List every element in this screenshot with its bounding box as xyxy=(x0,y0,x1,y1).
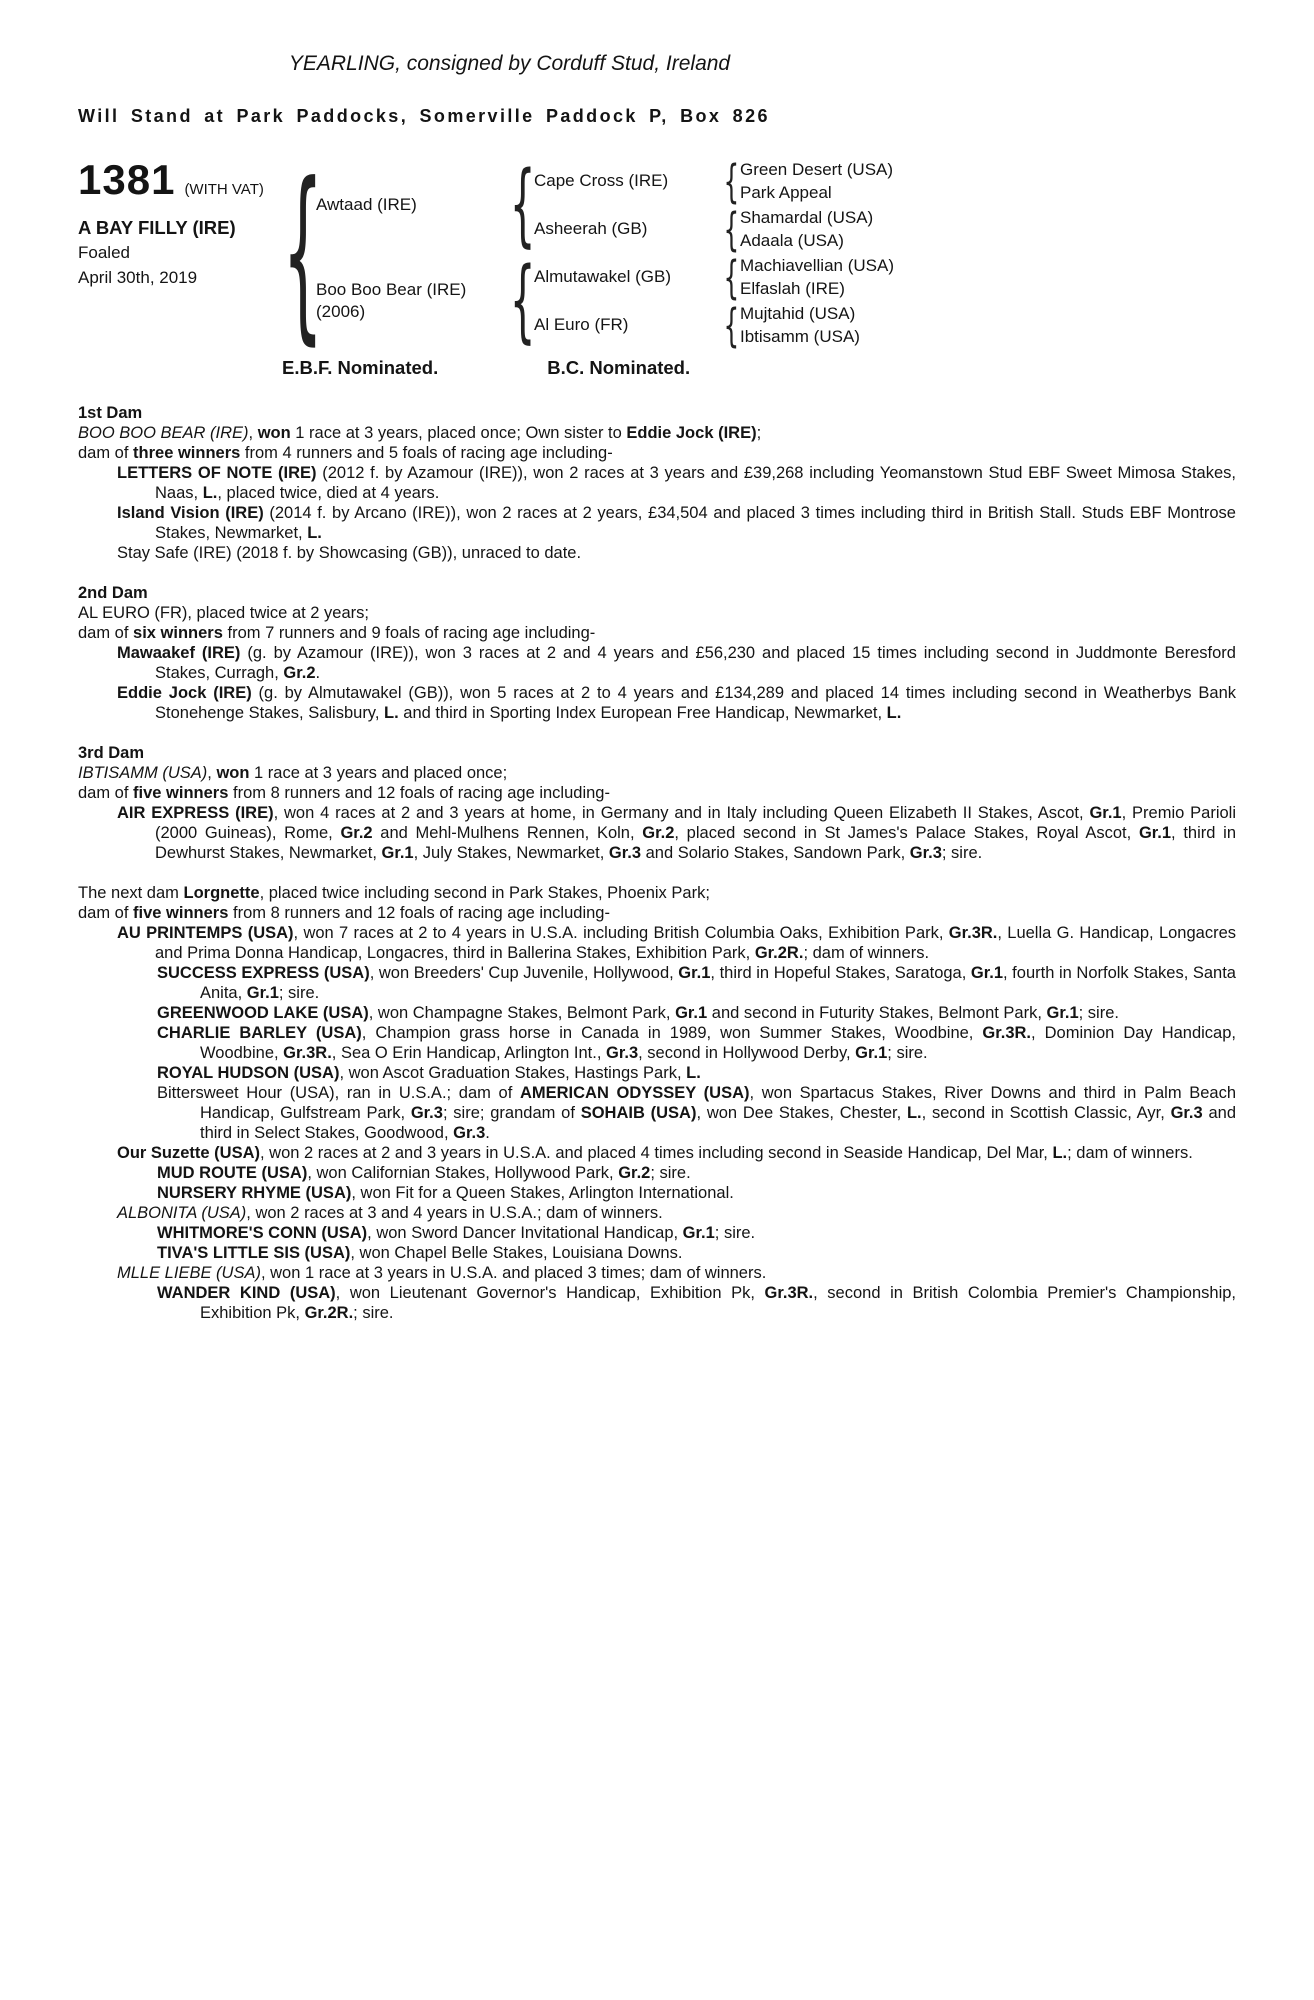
text-run: Gr.3R. xyxy=(764,1284,814,1302)
great-grandparents-column xyxy=(740,254,894,300)
pedigree-paragraph xyxy=(78,803,1236,863)
text-run: and third in Select Stakes, Goodwood, xyxy=(200,1104,1236,1142)
text-run: (2012 f. by Azamour (IRE)), won 2 races at 3 years and £39,268 including Yeomanstown Stud EBF Sweet Mimosa Stakes, Naas, xyxy=(155,464,1236,502)
pedigree-paragraph xyxy=(78,1003,1236,1023)
text-run: Gr.3 xyxy=(453,1124,486,1142)
text-run: , third in Dewhurst Stakes, Newmarket, xyxy=(155,824,1236,862)
text-run: . xyxy=(485,1124,490,1142)
dam-parents-column xyxy=(534,250,894,352)
text-run: , Sea O Erin Handicap, Arlington Int., xyxy=(331,1044,607,1062)
pedigree-paragraph xyxy=(78,763,1236,783)
text-run: MLLE LIEBE (USA) xyxy=(117,1264,261,1282)
text-run: 1 race at 3 years, placed once; Own sister to xyxy=(290,424,627,442)
text-run: Gr.2R. xyxy=(754,944,804,962)
text-run: Gr.1 xyxy=(1046,1004,1079,1022)
text-run: WHITMORE'S CONN (USA) xyxy=(157,1224,368,1242)
text-run: , Premio Parioli (2000 Guineas), Rome, xyxy=(155,804,1236,842)
pedigree-paragraph xyxy=(78,783,1236,803)
great-grandparent-name: Adaala (USA) xyxy=(740,231,844,250)
text-run: dam of xyxy=(78,444,134,462)
text-run: Gr.1 xyxy=(246,984,279,1002)
dam-section xyxy=(78,883,1236,1323)
grandsire-row xyxy=(534,154,894,208)
text-run: , Luella G. Handicap, Longacres and Prima Donna Handicap, Longacres, third in Ballerina Stakes, Exhibition Park, xyxy=(155,924,1237,962)
dam-section xyxy=(78,583,1236,723)
text-run: , won 2 races at 2 and 3 years in U.S.A. and placed 4 times including second in Seaside Handicap, Del Mar, xyxy=(260,1144,1053,1162)
text-run: AMERICAN ODYSSEY (USA) xyxy=(519,1084,750,1102)
text-run: ; sire. xyxy=(278,984,320,1002)
text-run: LETTERS OF NOTE (IRE) xyxy=(117,464,317,482)
text-run: won xyxy=(257,424,291,442)
text-run: Lorgnette xyxy=(183,884,260,902)
dam-name: Boo Boo Bear (IRE) xyxy=(316,280,467,299)
pedigree-paragraph xyxy=(78,463,1236,503)
pedigree-paragraph xyxy=(78,963,1236,1003)
text-run: from 7 runners and 9 foals of racing age including- xyxy=(222,624,596,642)
text-run: Gr.1 xyxy=(675,1004,708,1022)
dam-section xyxy=(78,403,1236,563)
dam-cell xyxy=(316,279,512,323)
text-run: , xyxy=(248,424,258,442)
text-run: Gr.3 xyxy=(606,1044,639,1062)
text-run: Island Vision (IRE) xyxy=(117,504,264,522)
text-run: Our Suzette (USA) xyxy=(117,1144,261,1162)
foaled-date: April 30th, 2019 xyxy=(78,268,198,287)
granddam-name: Al Euro (FR) xyxy=(534,315,629,334)
grandsire-cell xyxy=(534,266,722,288)
text-run: , Champion grass horse in Canada in 1989, won Summer Stakes, Woodbine, xyxy=(361,1024,983,1042)
sire-brace: { xyxy=(510,152,536,257)
pedigree-paragraph xyxy=(78,1143,1236,1163)
text-run: , won Sword Dancer Invitational Handicap, xyxy=(367,1224,683,1242)
text-run: , won Breeders' Cup Juvenile, Hollywood, xyxy=(369,964,679,982)
text-run: , won Dee Stakes, Chester, xyxy=(696,1104,907,1122)
text-run: . xyxy=(315,664,321,682)
pedigree-paragraph xyxy=(78,1223,1236,1243)
text-run: 1 race at 3 years and placed once; xyxy=(249,764,508,782)
text-run: , won 1 race at 3 years in U.S.A. and placed 3 times; dam of winners. xyxy=(260,1264,767,1282)
consignor-title: YEARLING, consigned by Corduff Stud, Ireland xyxy=(288,52,731,75)
granddam-brace: { xyxy=(723,202,739,256)
text-run: (2014 f. by Arcano (IRE)), won 2 races at 2 years, £34,504 and placed 3 times including third in British Stall. Studs EBF Montrose Stakes, Newmarket, xyxy=(155,504,1236,542)
pedigree-paragraph xyxy=(78,423,1236,443)
great-grandparents-column xyxy=(740,206,873,252)
text-run: Gr.3R. xyxy=(982,1024,1032,1042)
generation-1-column xyxy=(316,152,894,353)
lot-number: 1381 xyxy=(78,156,176,203)
pedigree-paragraph xyxy=(78,683,1236,723)
text-run: , won Lieutenant Governor's Handicap, Exhibition Pk, xyxy=(335,1284,765,1302)
text-run: , xyxy=(207,764,217,782)
pedigree-paragraph xyxy=(78,1243,1236,1263)
dam-heading: 2nd Dam xyxy=(78,584,148,602)
stand-location: Will Stand at Park Paddocks, Somerville Paddock P, Box 826 xyxy=(78,106,770,126)
pedigree-paragraph xyxy=(78,883,1236,903)
text-run: Eddie Jock (IRE) xyxy=(626,424,757,442)
pedigree-paragraph xyxy=(78,1283,1236,1323)
text-run: dam of xyxy=(78,624,134,642)
text-run: from 4 runners and 5 foals of racing age including- xyxy=(240,444,613,462)
text-run: , second in Hollywood Derby, xyxy=(638,1044,856,1062)
text-run: Gr.1 xyxy=(970,964,1004,982)
pedigree-paragraph xyxy=(78,903,1236,923)
text-run: , Dominion Day Handicap, Woodbine, xyxy=(200,1024,1236,1062)
text-run: ; sire. xyxy=(650,1164,691,1182)
sire-cell xyxy=(316,194,512,216)
text-run: ; sire; grandam of xyxy=(442,1104,581,1122)
lot-number-row xyxy=(78,156,290,203)
text-run: , second in British Colombia Premier's Championship, Exhibition Pk, xyxy=(200,1284,1236,1322)
text-run: , placed twice, died at 4 years. xyxy=(217,484,440,502)
text-run: and second in Futurity Stakes, Belmont Park, xyxy=(707,1004,1047,1022)
text-run: ; dam of winners. xyxy=(803,944,930,962)
text-run: Gr.2 xyxy=(642,824,675,842)
text-run: Gr.2 xyxy=(340,824,373,842)
text-run: (g. by Azamour (IRE)), won 3 races at 2 and 4 years and £56,230 and placed 15 times including second in Juddmonte Beresford Stakes, Curragh, xyxy=(155,644,1236,682)
granddam-row xyxy=(534,298,894,352)
great-grandparent-name: Machiavellian (USA) xyxy=(740,256,894,275)
lot-info xyxy=(78,157,290,289)
pedigree-paragraph xyxy=(78,1083,1236,1143)
text-run: IBTISAMM (USA) xyxy=(78,764,208,782)
sire-parents-column xyxy=(534,154,894,256)
text-run: , placed second in St James's Palace Stakes, Royal Ascot, xyxy=(674,824,1139,842)
text-run: Gr.3R. xyxy=(948,924,998,942)
text-run: (g. by Almutawakel (GB)), won 5 races at 2 to 4 years and £134,289 and placed 14 times including second in Weatherbys Bank Stonehenge Stakes, Salisbury, xyxy=(155,684,1236,722)
great-grandparent-name: Mujtahid (USA) xyxy=(740,304,856,323)
text-run: SOHAIB (USA) xyxy=(580,1104,697,1122)
text-run: L. xyxy=(906,1104,922,1122)
text-run: , fourth in Norfolk Stakes, Santa Anita, xyxy=(200,964,1236,1002)
grandsire-name: Cape Cross (IRE) xyxy=(534,171,669,190)
pedigree-paragraph xyxy=(78,543,1236,563)
text-run: ; xyxy=(756,424,762,442)
pedigree-paragraph xyxy=(78,923,1236,963)
text-run: Gr.1 xyxy=(1138,824,1172,842)
text-run: MUD ROUTE (USA) xyxy=(157,1164,308,1182)
great-grandparent-name: Park Appeal xyxy=(740,183,832,202)
text-run: from 8 runners and 12 foals of racing age including- xyxy=(228,904,610,922)
text-run: Gr.3 xyxy=(410,1104,443,1122)
text-run: BOO BOO BEAR (IRE) xyxy=(78,424,249,442)
text-run: , won 2 races at 3 and 4 years in U.S.A.; dam of winners. xyxy=(246,1204,663,1222)
pedigree-paragraph xyxy=(78,503,1236,543)
pedigree-paragraph xyxy=(78,643,1236,683)
text-run: Bittersweet Hour (USA), ran in U.S.A.; dam of xyxy=(157,1084,520,1102)
text-run: three winners xyxy=(133,444,241,462)
text-run: ; sire. xyxy=(714,1224,756,1242)
lot-description: A BAY FILLY (IRE) xyxy=(78,217,236,238)
text-run: Mawaakef (IRE) xyxy=(117,644,241,662)
text-run: Gr.2 xyxy=(618,1164,651,1182)
text-run: Gr.1 xyxy=(678,964,711,982)
text-run: AL EURO (FR), placed twice at 2 years; xyxy=(78,604,369,622)
dam-brace: { xyxy=(510,248,536,353)
text-run: WANDER KIND (USA) xyxy=(157,1284,336,1302)
text-run: Stay Safe (IRE) (2018 f. by Showcasing (GB)), unraced to date. xyxy=(117,544,582,562)
text-run: Gr.3 xyxy=(1170,1104,1203,1122)
text-run: Gr.2 xyxy=(283,664,316,682)
ebf-nominated-label: E.B.F. Nominated. xyxy=(282,357,439,378)
text-run: Eddie Jock (IRE) xyxy=(117,684,252,702)
text-run: , July Stakes, Newmarket, xyxy=(413,844,609,862)
great-grandparent-name: Elfaslah (IRE) xyxy=(740,279,845,298)
text-run: AIR EXPRESS (IRE) xyxy=(117,804,274,822)
text-run: Gr.3 xyxy=(608,844,642,862)
bc-nominated-label: B.C. Nominated. xyxy=(547,357,691,378)
text-run: , won Fit for a Queen Stakes, Arlington International. xyxy=(351,1184,734,1202)
granddam-cell xyxy=(534,218,722,240)
text-run: and third in Sporting Index European Free Handicap, Newmarket, xyxy=(398,704,887,722)
nominations xyxy=(78,357,1236,379)
granddam-row xyxy=(534,202,893,256)
text-run: AU PRINTEMPS (USA) xyxy=(117,924,294,942)
vat-note: (WITH VAT) xyxy=(184,181,264,198)
text-run: , won Champagne Stakes, Belmont Park, xyxy=(368,1004,676,1022)
text-run: six winners xyxy=(133,624,223,642)
text-run: L. xyxy=(1052,1144,1068,1162)
foaled-label: Foaled xyxy=(78,243,130,262)
text-run: five winners xyxy=(133,904,229,922)
text-run: ; sire. xyxy=(353,1304,394,1322)
text-run: ; dam of winners. xyxy=(1067,1144,1193,1162)
text-run: Gr.3R. xyxy=(283,1044,332,1062)
text-run: TIVA'S LITTLE SIS (USA) xyxy=(157,1244,351,1262)
text-run: , won Ascot Graduation Stakes, Hastings Park, xyxy=(339,1064,687,1082)
great-grandparent-name: Green Desert (USA) xyxy=(740,160,894,179)
text-run: , won Chapel Belle Stakes, Louisiana Downs. xyxy=(350,1244,683,1262)
pedigree-tree xyxy=(282,143,894,362)
text-run: five winners xyxy=(133,784,229,802)
text-run: L. xyxy=(202,484,218,502)
pedigree-paragraph xyxy=(78,603,1236,623)
great-grandparents-column xyxy=(740,302,860,348)
grandsire-brace: { xyxy=(723,154,739,208)
text-run: L. xyxy=(307,524,322,542)
text-run: Gr.1 xyxy=(381,844,414,862)
sire-row xyxy=(316,152,894,257)
sire-name: Awtaad (IRE) xyxy=(316,195,417,214)
text-run: ROYAL HUDSON (USA) xyxy=(157,1064,340,1082)
text-run: NURSERY RHYME (USA) xyxy=(157,1184,352,1202)
pedigree-paragraph xyxy=(78,1263,1236,1283)
great-grandparent-name: Ibtisamm (USA) xyxy=(740,327,860,346)
granddam-name: Asheerah (GB) xyxy=(534,219,648,238)
text-run: , won 4 races at 2 and 3 years at home, in Germany and in Italy including Queen Elizabeth II Stakes, Ascot, xyxy=(273,804,1090,822)
pedigree-paragraph xyxy=(78,623,1236,643)
dam-year: (2006) xyxy=(316,302,366,321)
text-run: , won 7 races at 2 to 4 years in U.S.A. including British Columbia Oaks, Exhibition Park, xyxy=(293,924,949,942)
text-run: L. xyxy=(384,704,399,722)
text-run: from 8 runners and 12 foals of racing age including- xyxy=(228,784,610,802)
pedigree-paragraph xyxy=(78,1183,1236,1203)
pedigree-paragraph xyxy=(78,1203,1236,1223)
text-run: Gr.1 xyxy=(682,1224,715,1242)
text-run: , won Californian Stakes, Hollywood Park, xyxy=(307,1164,619,1182)
text-run: ; sire. xyxy=(1078,1004,1119,1022)
text-run: won xyxy=(216,764,250,782)
dam-section xyxy=(78,743,1236,863)
pedigree-block xyxy=(78,143,1236,362)
grandsire-cell xyxy=(534,170,722,192)
text-run: , placed twice including second in Park Stakes, Phoenix Park; xyxy=(259,884,710,902)
pedigree-root-brace: { xyxy=(282,143,324,362)
grandsire-row xyxy=(534,250,894,304)
text-run: SUCCESS EXPRESS (USA) xyxy=(157,964,370,982)
text-run: GREENWOOD LAKE (USA) xyxy=(157,1004,369,1022)
dam-row xyxy=(316,248,894,353)
text-run: ; sire. xyxy=(887,1044,928,1062)
text-run: Gr.2R. xyxy=(304,1304,354,1322)
text-run: , third in Hopeful Stakes, Saratoga, xyxy=(710,964,971,982)
granddam-cell xyxy=(534,314,722,336)
text-run: ALBONITA (USA) xyxy=(117,1204,247,1222)
great-grandparents-column xyxy=(740,158,893,204)
granddam-brace: { xyxy=(723,298,739,352)
grandsire-brace: { xyxy=(723,250,739,304)
text-run: Gr.3 xyxy=(909,844,942,862)
text-run: dam of xyxy=(78,904,134,922)
pedigree-paragraph xyxy=(78,443,1236,463)
text-run: Gr.1 xyxy=(855,1044,888,1062)
text-run: , won Spartacus Stakes, River Downs and third in Palm Beach Handicap, Gulfstream Park, xyxy=(200,1084,1236,1122)
pedigree-paragraph xyxy=(78,1063,1236,1083)
pedigree-paragraph xyxy=(78,1023,1236,1063)
text-run: dam of xyxy=(78,784,134,802)
dam-heading: 3rd Dam xyxy=(78,744,145,762)
dam-heading: 1st Dam xyxy=(78,404,143,422)
text-run: and Solario Stakes, Sandown Park, xyxy=(641,844,910,862)
text-run: and Mehl-Mulhens Rennen, Koln, xyxy=(372,824,643,842)
text-run: , second in Scottish Classic, Ayr, xyxy=(921,1104,1171,1122)
pedigree-paragraph xyxy=(78,1163,1236,1183)
grandsire-name: Almutawakel (GB) xyxy=(534,267,671,286)
pedigree-details xyxy=(78,403,1236,1323)
text-run: L. xyxy=(686,1064,701,1082)
text-run: L. xyxy=(886,704,902,722)
text-run: CHARLIE BARLEY (USA) xyxy=(157,1024,362,1042)
great-grandparent-name: Shamardal (USA) xyxy=(740,208,874,227)
text-run: Gr.1 xyxy=(1089,804,1122,822)
text-run: The next dam xyxy=(78,884,184,902)
text-run: ; sire. xyxy=(941,844,983,862)
